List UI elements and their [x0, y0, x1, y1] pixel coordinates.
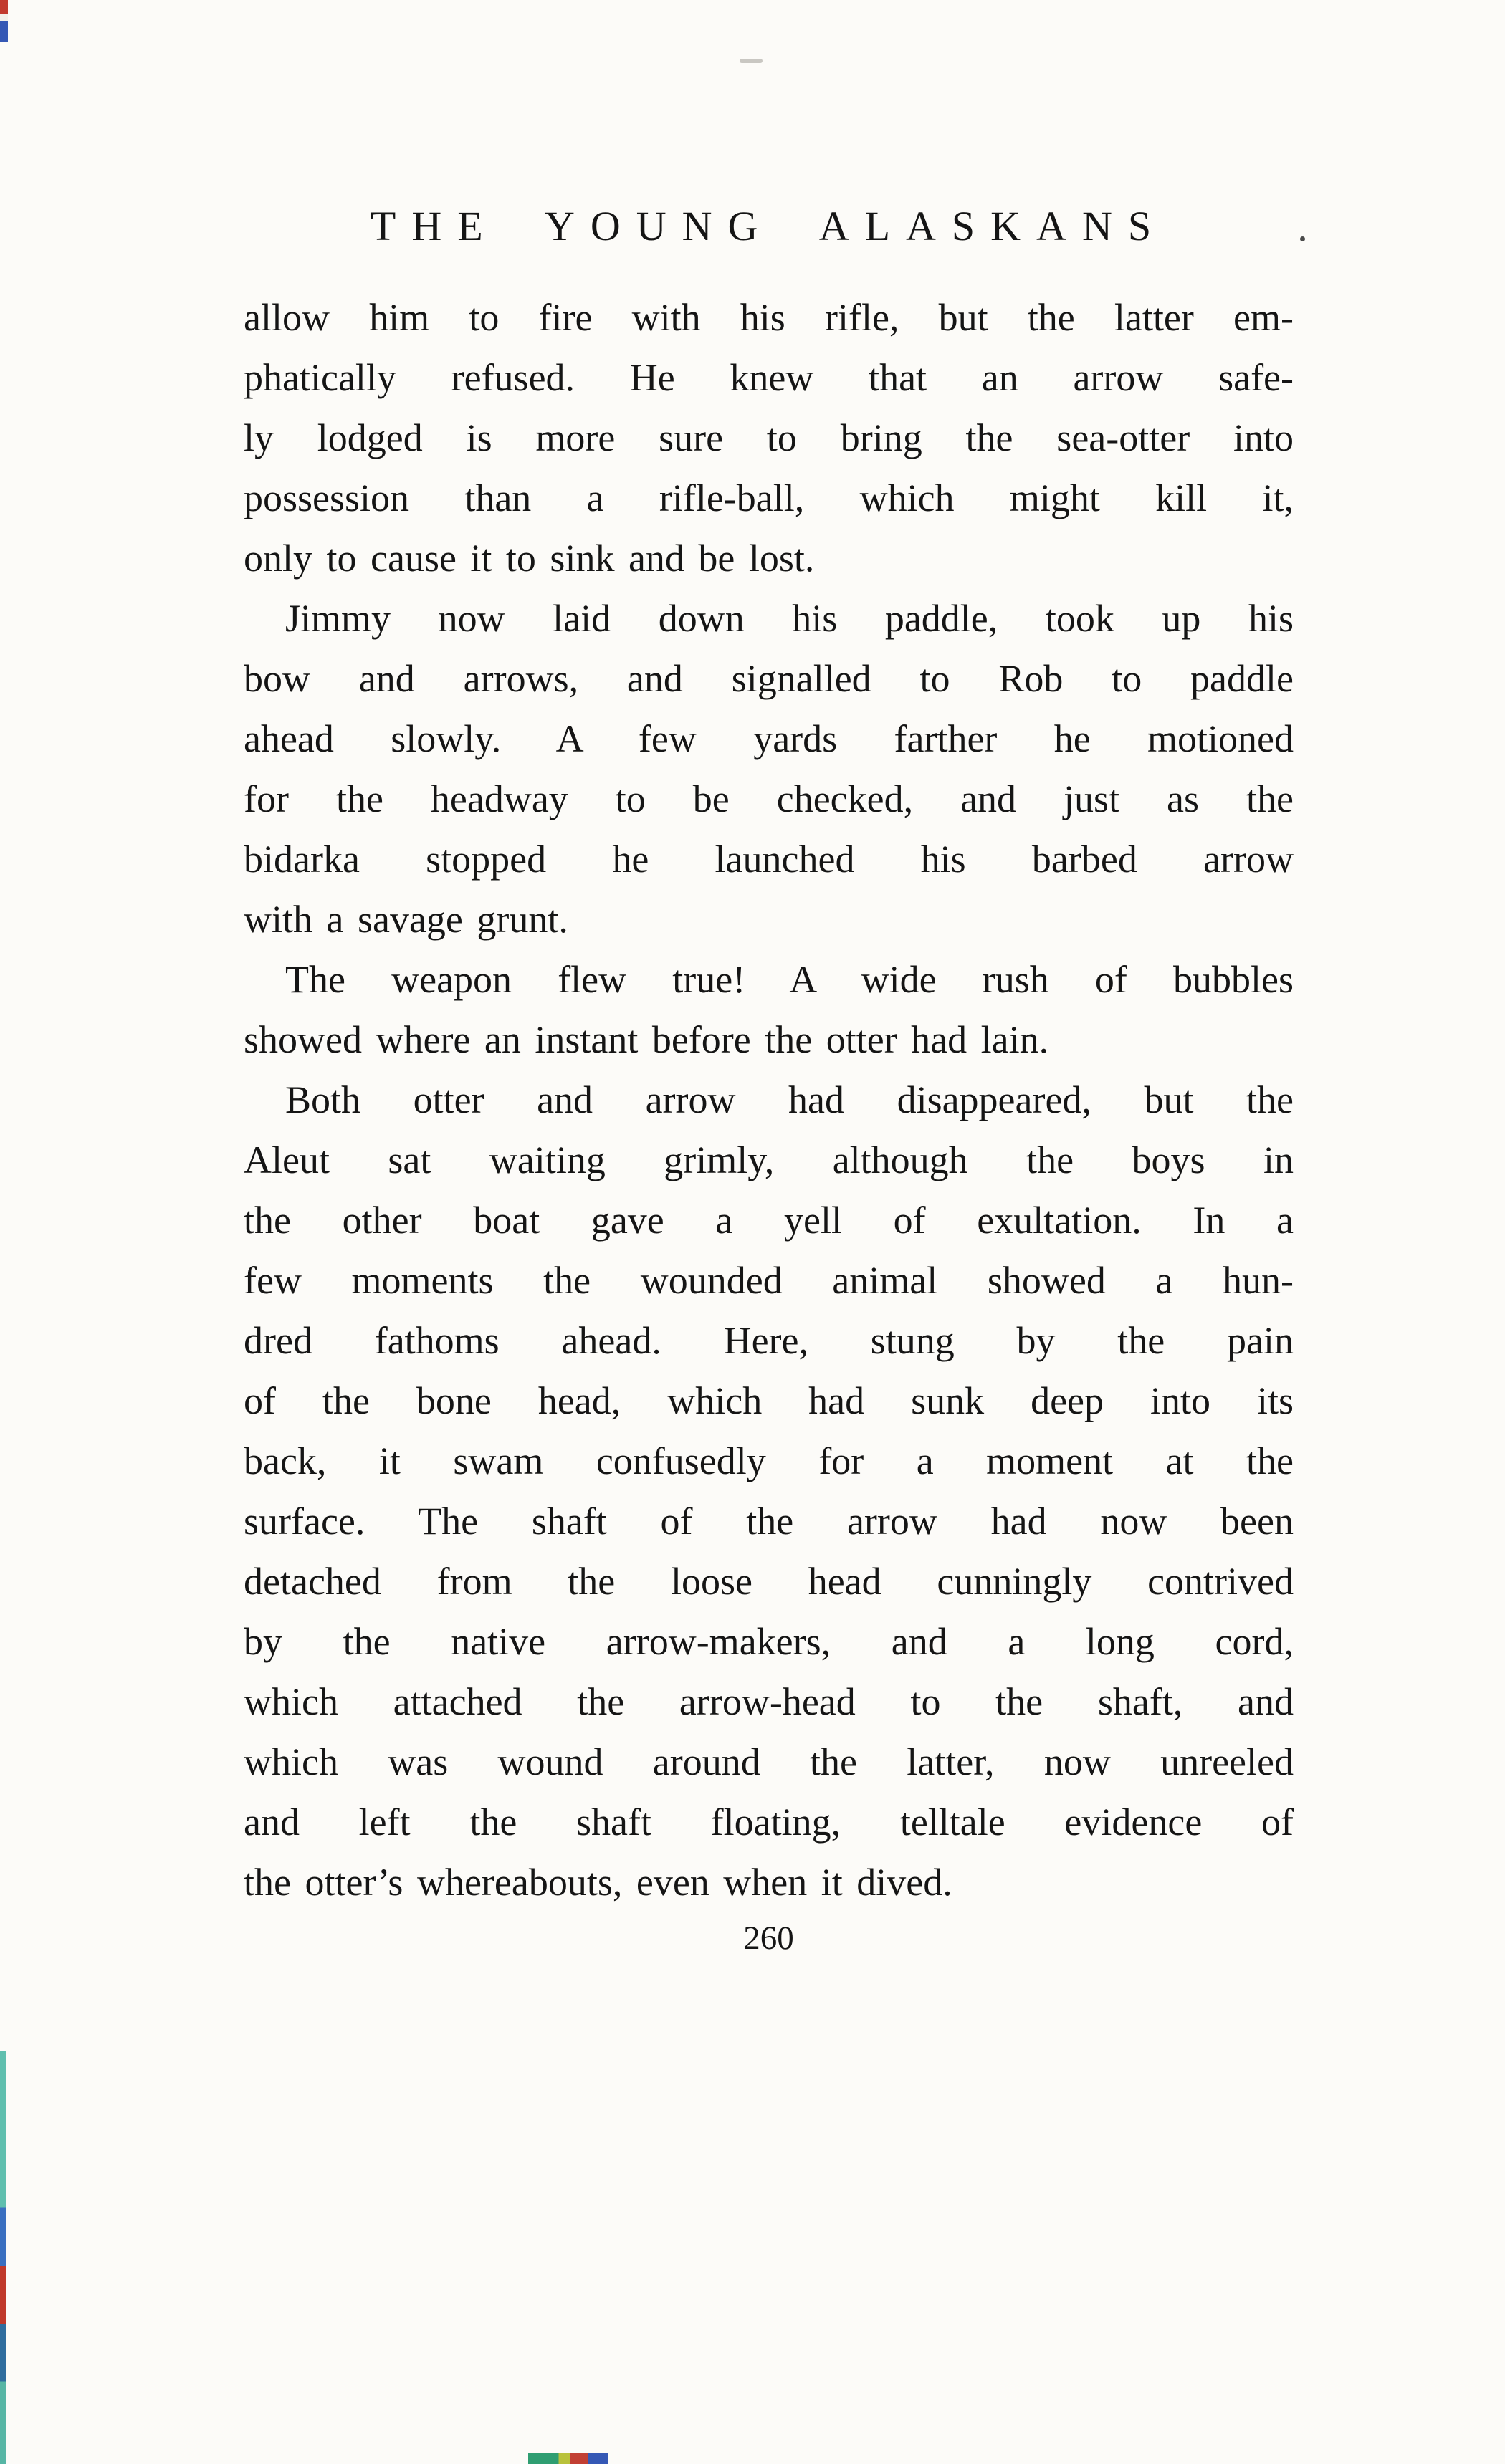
scan-artifact-bottom-center	[528, 2453, 608, 2464]
page-number: 260	[743, 1919, 794, 1957]
running-header: THE YOUNG ALASKANS	[370, 203, 1167, 249]
text-block	[244, 203, 1294, 1958]
text-line: with a savage grunt.	[244, 898, 568, 941]
text-line: bidarka stopped he launched his barbed arrow	[244, 838, 1294, 881]
text-line: of the bone head, which had sunk deep into its	[244, 1379, 1294, 1422]
text-line: Jimmy now laid down his paddle, took up his	[285, 597, 1294, 640]
text-line: The weapon flew true! A wide rush of bubbles	[285, 958, 1294, 1001]
body-text	[244, 287, 1294, 1912]
text-line: which was wound around the latter, now unreeled	[244, 1740, 1294, 1783]
text-line: ly lodged is more sure to bring the sea-otter into	[244, 416, 1294, 459]
text-line: only to cause it to sink and be lost.	[244, 537, 815, 580]
text-line: the other boat gave a yell of exultation. In a	[244, 1199, 1294, 1242]
text-line: showed where an instant before the otter had lain.	[244, 1018, 1049, 1061]
scan-smudge-top-center	[740, 59, 763, 63]
text-line: allow him to fire with his rifle, but the latter em-	[244, 296, 1294, 339]
text-line: and left the shaft floating, telltale evidence of	[244, 1801, 1294, 1844]
text-line: surface. The shaft of the arrow had now been	[244, 1500, 1294, 1543]
scan-artifact-left-edge	[0, 2051, 6, 2464]
text-line: by the native arrow-makers, and a long cord,	[244, 1620, 1294, 1663]
text-line: detached from the loose head cunningly contrived	[244, 1560, 1294, 1603]
text-line: phatically refused. He knew that an arrow safe-	[244, 356, 1294, 399]
text-line: dred fathoms ahead. Here, stung by the pain	[244, 1319, 1294, 1362]
text-line: ahead slowly. A few yards farther he motioned	[244, 717, 1294, 760]
text-line: for the headway to be checked, and just as the	[244, 777, 1294, 820]
ink-speck	[1300, 236, 1305, 241]
text-line: back, it swam confusedly for a moment at the	[244, 1439, 1294, 1482]
scan-artifact-top-left	[0, 0, 8, 42]
text-line: possession than a rifle-ball, which might kill it,	[244, 476, 1294, 519]
text-line: Both otter and arrow had disappeared, but the	[285, 1078, 1294, 1121]
text-line: bow and arrows, and signalled to Rob to paddle	[244, 657, 1294, 700]
text-line: the otter’s whereabouts, even when it dived.	[244, 1861, 952, 1904]
text-line: few moments the wounded animal showed a hun-	[244, 1259, 1294, 1302]
text-line: which attached the arrow-head to the shaft, and	[244, 1680, 1294, 1723]
text-line: Aleut sat waiting grimly, although the boys in	[244, 1138, 1294, 1181]
